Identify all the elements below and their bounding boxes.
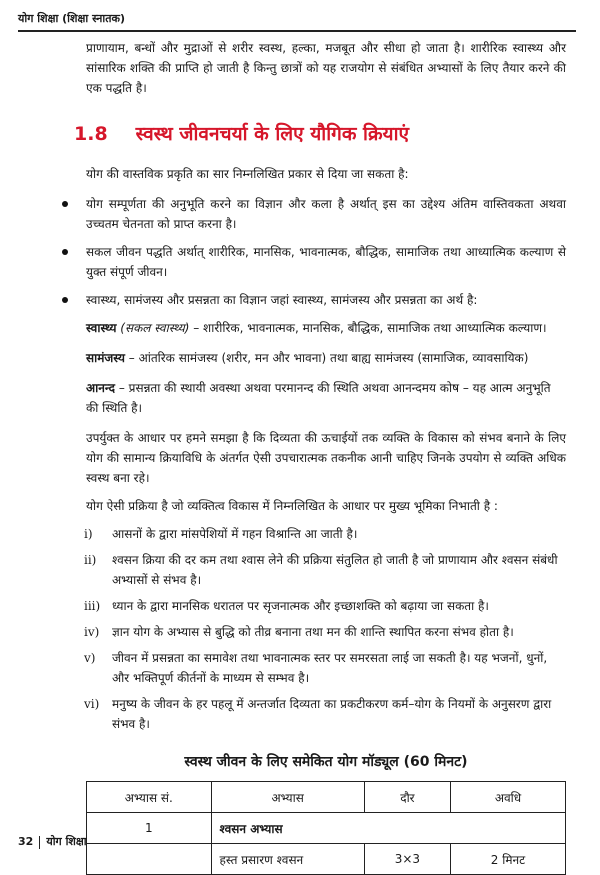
body-paragraph: योग ऐसी प्रक्रिया है जो व्यक्तित्व विकास में निम्नलिखित के आधार पर मुख्य भूमिका निभाती है : — [86, 499, 498, 513]
definition-text: – शारीरिक, भावनात्मक, मानसिक, बौद्धिक, सामाजिक तथा आध्यात्मिक कल्याण। — [189, 321, 547, 335]
roman-text: ध्यान के द्वारा मानसिक धरातल पर सृजनात्मक और इच्छाशक्ति को बढ़ाया जा सकता है। — [112, 599, 489, 613]
roman-list — [86, 524, 566, 734]
table-cell: श्वसन अभ्यास — [211, 813, 565, 844]
roman-item — [86, 622, 566, 642]
page-footer — [18, 834, 87, 849]
body-paragraph: उपर्युक्त के आधार पर हमने समझा है कि दिव्यता की ऊचाईयों तक व्यक्ति के विकास को संभव बनाने के लिए योग की सामान्य क्रियाविधि के अंतर्गत ऐसी उपचारात्मक तकनीक आनी चाहिए जिनके उपयोग से व्यक्ति अधिक स्वस्थ बना रहे। — [86, 431, 566, 485]
roman-numeral: ii) — [84, 553, 97, 567]
roman-text: आसनों के द्वारा मांसपेशियों में गहन विश्रान्ति आ जाती है। — [112, 527, 358, 541]
header-title: योग शिक्षा (शिक्षा स्नातक) — [18, 12, 125, 25]
table-cell: 2 मिनट — [451, 844, 566, 875]
roman-item — [86, 524, 566, 544]
roman-numeral: iv) — [84, 625, 100, 639]
table-cell: 1 — [87, 813, 212, 844]
roman-item — [86, 694, 566, 734]
table-row — [87, 844, 566, 875]
section-heading — [74, 120, 566, 146]
bullet-item: स्वास्थ्य, सामंजस्य और प्रसन्नता का विज्ञान जहां स्वास्थ्य, सामंजस्य और प्रसन्नता का अर्थ है: — [86, 290, 566, 310]
definition-health — [86, 318, 566, 338]
roman-numeral: i) — [84, 527, 93, 541]
table-row — [87, 813, 566, 844]
page-content — [74, 34, 566, 875]
definition-text: – प्रसन्नता की स्थायी अवस्था अथवा परमानन्द की स्थिति अथवा आनन्दमय कोष – यह आत्म अनुभूति की स्थिति है। — [86, 381, 551, 415]
page-number: 32 — [18, 835, 34, 848]
table-cell: हस्त प्रसारण श्वसन — [211, 844, 364, 875]
roman-item — [86, 550, 566, 590]
bullet-item: योग सम्पूर्णता की अनुभूति करने का विज्ञान और कला है अर्थात् इस का उद्देश्य अंतिम वास्तिवकता अथवा उच्चतम चेतनता को प्राप्त करना है। — [86, 194, 566, 234]
table-header-row — [87, 782, 566, 813]
footer-label: योग शिक्षा — [46, 835, 87, 848]
table-cell — [87, 844, 212, 875]
roman-text: ज्ञान योग के अभ्यास से बुद्धि को तीव्र बनाना तथा मन की शान्ति स्थापित करना संभव होता है। — [112, 625, 514, 639]
definition-note: (सकल स्वास्थ्य) — [120, 321, 190, 335]
roman-item — [86, 648, 566, 688]
roman-text: मनुष्य के जीवन के हर पहलू में अन्तर्जात दिव्यता का प्रकटीकरण कर्म–योग के नियमों के अनुसरण द्वारा संभव है। — [112, 697, 552, 731]
definition-term: स्वास्थ्य — [86, 321, 117, 335]
column-header: अवधि — [451, 782, 566, 813]
roman-numeral: vi) — [84, 697, 100, 711]
definition-text: – आंतरिक सामंजस्य (शरीर, मन और भावना) तथा बाह्य सामंजस्य (सामाजिक, व्यावसायिक) — [124, 351, 529, 365]
footer-divider — [39, 836, 40, 849]
section-title: स्वस्थ जीवनचर्या के लिए यौगिक क्रियाएं — [135, 123, 410, 145]
definition-harmony — [86, 348, 566, 368]
column-header: दौर — [364, 782, 450, 813]
section-number: 1.8 — [74, 123, 108, 145]
roman-text: श्वसन क्रिया की दर कम तथा श्वास लेने की प्रक्रिया संतुलित हो जाती है जो प्राणायाम और श्वसन संबंधी अभ्यासों से संभव है। — [112, 553, 558, 587]
intro-paragraph: प्राणायाम, बन्धों और मुद्राओं से शरीर स्वस्थ, हल्का, मजबूत और सीधा हो जाता है। शारीरिक स्वास्थ्य और सांसारिक शक्ति की प्राप्ति हो जाती है किन्तु छात्रों को यह राजयोग से संबंधित अभ्यासों के लिए तैयार करने की एक पद्धति है। — [86, 41, 566, 95]
table-title: स्वस्थ जीवन के लिए समेकित योग मॉड्यूल (60 मिनट) — [184, 754, 468, 770]
bullet-item: सकल जीवन पद्धति अर्थात् शारीरिक, मानसिक, भावनात्मक, बौद्धिक, सामाजिक तथा आध्यात्मिक कल्याण से युक्त संपूर्ण जीवन। — [86, 242, 566, 282]
bullet-list — [86, 194, 566, 310]
column-header: अभ्यास सं. — [87, 782, 212, 813]
roman-numeral: iii) — [84, 599, 101, 613]
definition-term: सामंजस्य — [86, 351, 125, 365]
roman-text: जीवन में प्रसन्नता का समावेश तथा भावनात्मक स्तर पर समरसता लाई जा सकती है। यह भजनों, धुनों, और भक्तिपूर्ण कीर्तनों के माध्यम से सम्भव है। — [112, 651, 548, 685]
roman-numeral: v) — [84, 651, 96, 665]
definition-bliss — [86, 378, 566, 418]
definition-term: आनन्द — [86, 381, 116, 395]
yoga-module-table — [86, 781, 566, 875]
lead-paragraph: योग की वास्तविक प्रकृति का सार निम्नलिखित प्रकार से दिया जा सकता है: — [86, 167, 409, 181]
column-header: अभ्यास — [211, 782, 364, 813]
roman-item — [86, 596, 566, 616]
table-cell: 3×3 — [364, 844, 450, 875]
page-header — [18, 8, 576, 32]
